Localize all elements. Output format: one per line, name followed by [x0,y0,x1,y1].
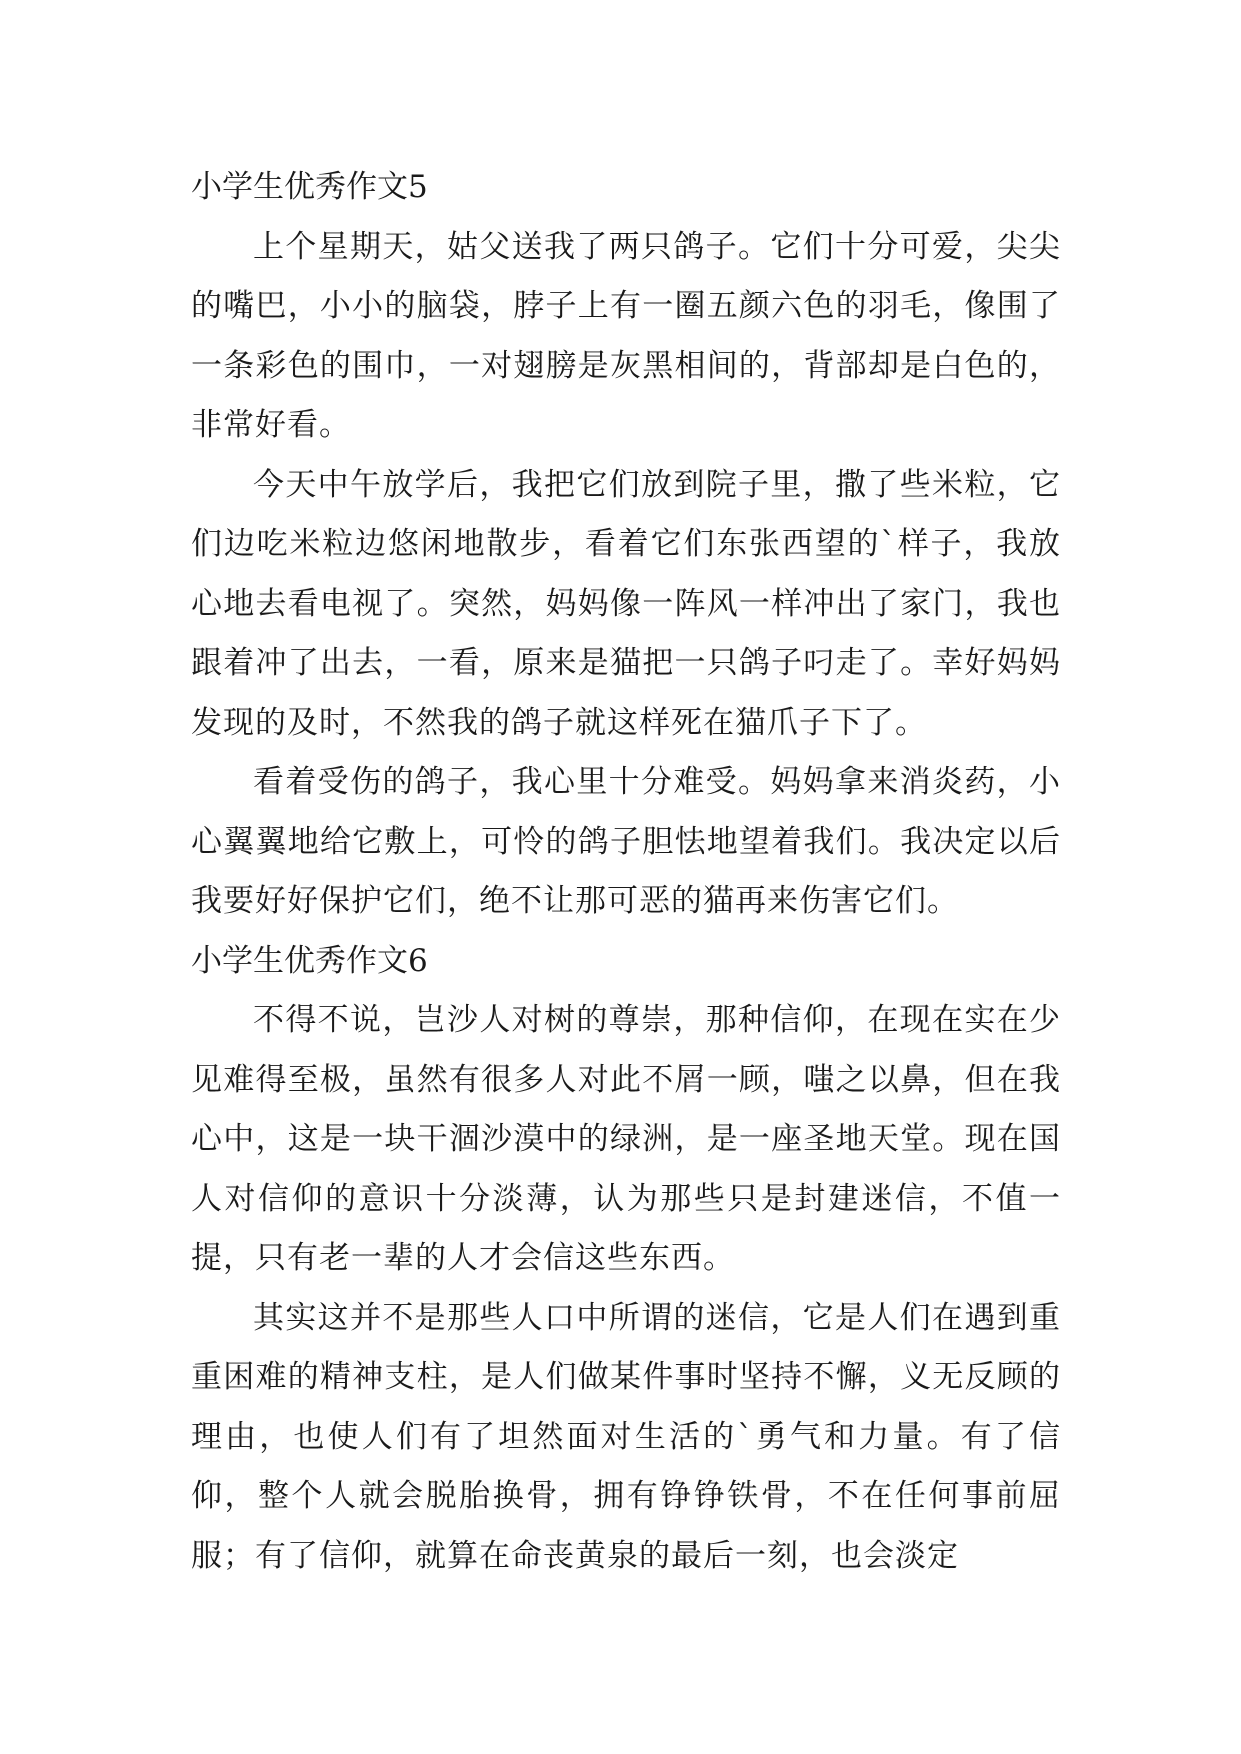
essay-paragraph: 上个星期天，姑父送我了两只鸽子。它们十分可爱，尖尖的嘴巴，小小的脑袋，脖子上有一圈五颜六色的羽毛，像围了一条彩色的围巾，一对翅膀是灰黑相间的，背部却是白色的，非常好看。 [191,228,1061,443]
essay-paragraph: 看着受伤的鸽子，我心里十分难受。妈妈拿来消炎药，小心翼翼地给它敷上，可怜的鸽子胆怯地望着我们。我决定以后我要好好保护它们，绝不让那可恶的猫再来伤害它们。 [191,764,1061,919]
essay-heading: 小学生优秀作文5 [191,169,428,205]
essay-section-6 [191,932,1061,1587]
essay-heading: 小学生优秀作文6 [191,942,428,979]
document-body [191,158,1061,1586]
essay-paragraph: 今天中午放学后，我把它们放到院子里，撒了些米粒，它们边吃米粒边悠闲地散步，看着它们东张西望的`样子，我放心地去看电视了。突然，妈妈像一阵风一样冲出了家门，我也跟着冲了出去，一看，原来是猫把一只鸽子叼走了。幸好妈妈发现的及时，不然我的鸽子就这样死在猫爪子下了。 [191,466,1061,741]
essay-section-5 [191,158,1061,932]
essay-paragraph: 不得不说，岂沙人对树的尊崇，那种信仰，在现在实在少见难得至极，虽然有很多人对此不屑一顾，嗤之以鼻，但在我心中，这是一块干涸沙漠中的绿洲，是一座圣地天堂。现在国人对信仰的意识十分淡薄，认为那些只是封建迷信，不值一提，只有老一辈的人才会信这些东西。 [191,1002,1061,1276]
essay-paragraph: 其实这并不是那些人口中所谓的迷信，它是人们在遇到重重困难的精神支柱，是人们做某件事时坚持不懈，义无反顾的理由，也使人们有了坦然面对生活的`勇气和力量。有了信仰，整个人就会脱胎换骨，拥有铮铮铁骨，不在任何事前屈服；有了信仰，就算在命丧黄泉的最后一刻，也会淡定 [191,1299,1061,1574]
